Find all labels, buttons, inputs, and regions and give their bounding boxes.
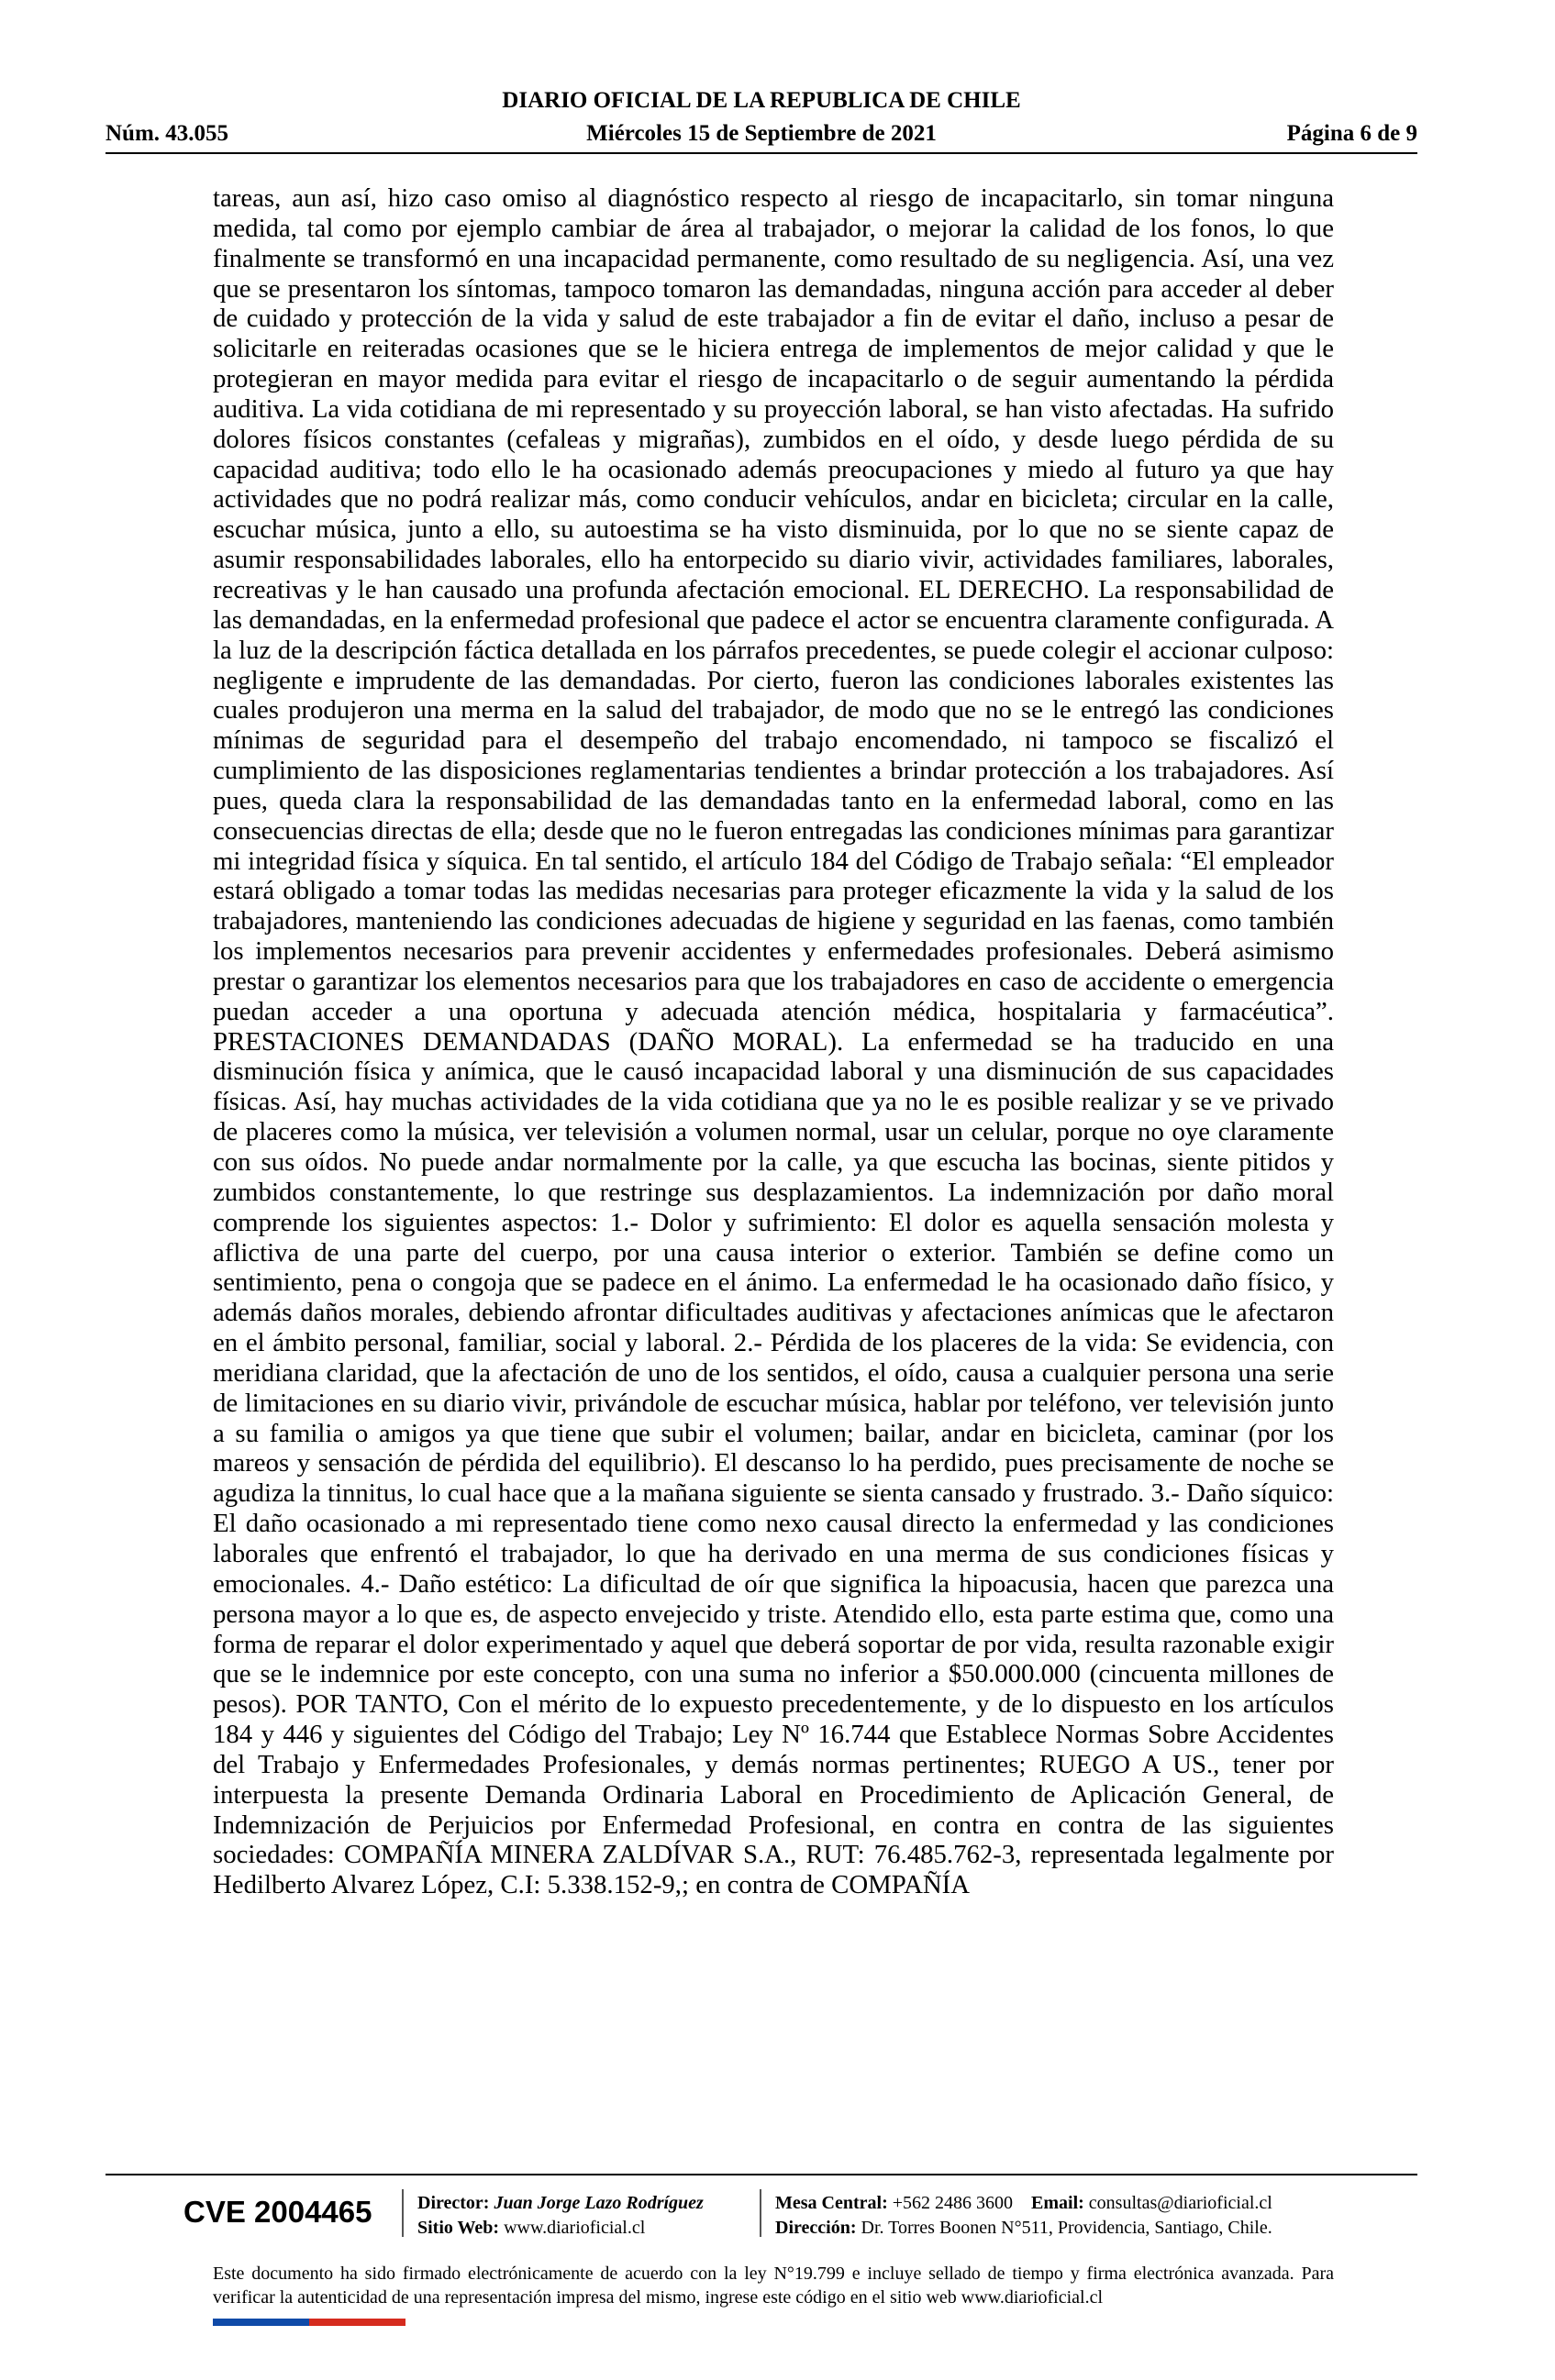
flag-blue-segment — [213, 2319, 309, 2326]
issue-number: Núm. 43.055 — [106, 121, 229, 146]
footer-separator — [402, 2189, 404, 2237]
web-link[interactable]: www.diarioficial.cl — [504, 2218, 646, 2238]
flag-color-bar — [213, 2319, 405, 2326]
body-text: tareas, aun así, hizo caso omiso al diagnóstico respecto al riesgo de incapacitarlo, sin tomar ninguna medida, tal como por ejemplo cambiar de área al trabajador, o mejorar la calidad de los fonos, lo que finalmente se transformó en una incapacidad permanente, como resultado de su negligencia. Así, una vez que se presentaron los síntomas, tampoco tomaron las demandadas, ninguna acción para acceder al deber de cuidado y protección de la vida y salud de este trabajador a fin de evitar el daño, incluso a pesar de solicitarle en reiteradas ocasiones que se le hiciera entrega de implementos de mejor calidad y que le protegieran en mayor medida para evitar el riesgo de incapacitarlo o de seguir aumentando la pérdida auditiva. La vida cotidiana de mi representado y su proyección laboral, se han visto afectadas. Ha sufrido dolores físicos constantes (cefaleas y migrañas), zumbidos en el oído, y desde luego pérdida de su capacidad auditiva; todo ello le ha ocasionado además preocupaciones y miedo al futuro ya que hay actividades que no podrá realizar más, como conducir vehículos, andar en bicicleta; circular en la calle, escuchar música, junto a ello, su autoestima se ha visto disminuida, por lo que no se siente capaz de asumir responsabilidades laborales, ello ha entorpecido su diario vivir, actividades familiares, laborales, recreativas y le han causado una profunda afectación emocional. EL DERECHO. La responsabilidad de las demandadas, en la enfermedad profesional que padece el actor se encuentra claramente configurada. A la luz de la descripción fáctica detallada en los párrafos precedentes, se puede colegir el accionar culposo: negligente e imprudente de las demandadas. Por cierto, fueron las condiciones laborales existentes las cuales produjeron una merma en la salud del trabajador, de modo que no se le entregó las condiciones mínimas de seguridad para el desempeño del trabajo encomendado, ni tampoco se fiscalizó el cumplimiento de las disposiciones reglamentarias tendientes a brindar protección a los trabajadores. Así pues, queda clara la responsabilidad de las demandadas tanto en la enfermedad laboral, como en las consecuencias directas de ella; desde que no le fueron entregadas las condiciones mínimas para garantizar mi integridad física y síquica. En tal sentido, el artículo 184 del Código de Trabajo señala: “El empleador estará obligado a tomar todas las medidas necesarias para proteger eficazmente la vida y la salud de los trabajadores, manteniendo las condiciones adecuadas de higiene y seguridad en las faenas, como también los implementos necesarios para prevenir accidentes y enfermedades profesionales. Deberá asimismo prestar o garantizar los elementos necesarios para que los trabajadores en caso de accidente o emergencia puedan acceder a una oportuna y adecuada atención médica, hospitalaria y farmacéutica”. PRESTACIONES DEMANDADAS (DAÑO MORAL). La enfermedad se ha traducido en una disminución física y anímica, que le causó incapacidad laboral y una disminución de sus capacidades físicas. Así, hay muchas actividades de la vida cotidiana que ya no le es posible realizar y se ve privado de placeres como la música, ver televisión a volumen normal, usar un celular, porque no oye claramente con sus oídos. No puede andar normalmente por la calle, ya que escucha las bocinas, siente pitidos y zumbidos constantemente, lo que restringe sus desplazamientos. La indemnización por daño moral comprende los siguientes aspectos: 1.- Dolor y sufrimiento: El dolor es aquella sensación molesta y aflictiva de una parte del cuerpo, por una causa interior o exterior. También se define como un sentimiento, pena o congoja que se padece en el ánimo. La enfermedad le ha ocasionado daño físico, y además daños morales, debiendo afrontar dificultades auditivas y afectaciones anímicas que le afectaron en el ámbito personal, familiar, social y laboral. 2.- Pérdida de los placeres de la vida: Se evidencia, con meridiana claridad, que la afectación de uno de los sentidos, el oído, causa a cualquier persona una serie de limitaciones en su diario vivir, privándole de escuchar música, hablar por teléfono, ver televisión junto a su familia o amigos ya que tiene que subir el volumen; bailar, andar en bicicleta, caminar (por los mareos y sensación de pérdida del equilibrio). El descanso lo ha perdido, pues precisamente de noche se agudiza la tinnitus, lo cual hace que a la mañana siguiente se sienta cansado y frustrado. 3.- Daño síquico: El daño ocasionado a mi representado tiene como nexo causal directo la enfermedad y las condiciones laborales que enfrentó el trabajador, lo que ha derivado en una merma de sus condiciones físicas y emocionales. 4.- Daño estético: La dificultad de oír que significa la hipoacusia, hacen que parezca una persona mayor a lo que es, de aspecto envejecido y triste. Atendido ello, esta parte estima que, como una forma de reparar el dolor experimentado y aquel que deberá soportar de por vida, resulta razonable exigir que se le indemnice por este concepto, con una suma no inferior a $50.000.000 (cincuenta millones de pesos). POR TANTO, Con el mérito de lo expuesto precedentemente, y de lo dispuesto en los artículos 184 y 446 y siguientes del Código del Trabajo; Ley Nº 16.744 que Establece Normas Sobre Accidentes del Trabajo y Enfermedades Profesionales, y demás normas pertinentes; RUEGO A US., tener por interpuesta la presente Demanda Ordinaria Laboral en Procedimiento de Aplicación General, de Indemnización de Perjuicios por Enfermedad Profesional, en contra en contra de las siguientes sociedades: COMPAÑÍA MINERA ZALDÍVAR S.A., RUT: 76.485.762-3, representada legalmente por Hedilberto Alvarez López, C.I: 5.338.152-9,; en contra de COMPAÑÍA — [213, 183, 1334, 1900]
phone-value: +562 2486 3600 — [892, 2193, 1014, 2213]
email-link[interactable]: consultas@diarioficial.cl — [1088, 2193, 1272, 2213]
footer-divider — [106, 2174, 1417, 2175]
footer-contact-block — [775, 2191, 1272, 2241]
publication-date: Miércoles 15 de Septiembre de 2021 — [586, 121, 937, 146]
footer-separator — [760, 2189, 761, 2237]
flag-red-segment — [309, 2319, 405, 2326]
director-name: Juan Jorge Lazo Rodríguez — [494, 2193, 704, 2213]
email-label: Email: — [1031, 2193, 1084, 2213]
signature-disclaimer: Este documento ha sido firmado electrónicamente de acuerdo con la ley N°19.799 e incluye sellado de tiempo y firma electrónica avanzada. Para verificar la autenticidad de una representación impresa del mismo, ingrese este código en el sitio web www.diarioficial.cl — [213, 2264, 1334, 2308]
publication-title: DIARIO OFICIAL DE LA REPUBLICA DE CHILE — [502, 88, 1021, 113]
cve-code: CVE 2004465 — [183, 2195, 372, 2229]
footer-director-block — [417, 2191, 704, 2241]
address-value: Dr. Torres Boonen N°511, Providencia, Santiago, Chile. — [861, 2218, 1272, 2238]
director-label: Director: — [417, 2193, 490, 2213]
address-label: Dirección: — [775, 2218, 857, 2238]
web-label: Sitio Web: — [417, 2218, 500, 2238]
page-header — [106, 88, 1417, 154]
page-footer — [183, 2187, 1339, 2244]
phone-label: Mesa Central: — [775, 2193, 888, 2213]
page-indicator: Página 6 de 9 — [1286, 121, 1417, 146]
